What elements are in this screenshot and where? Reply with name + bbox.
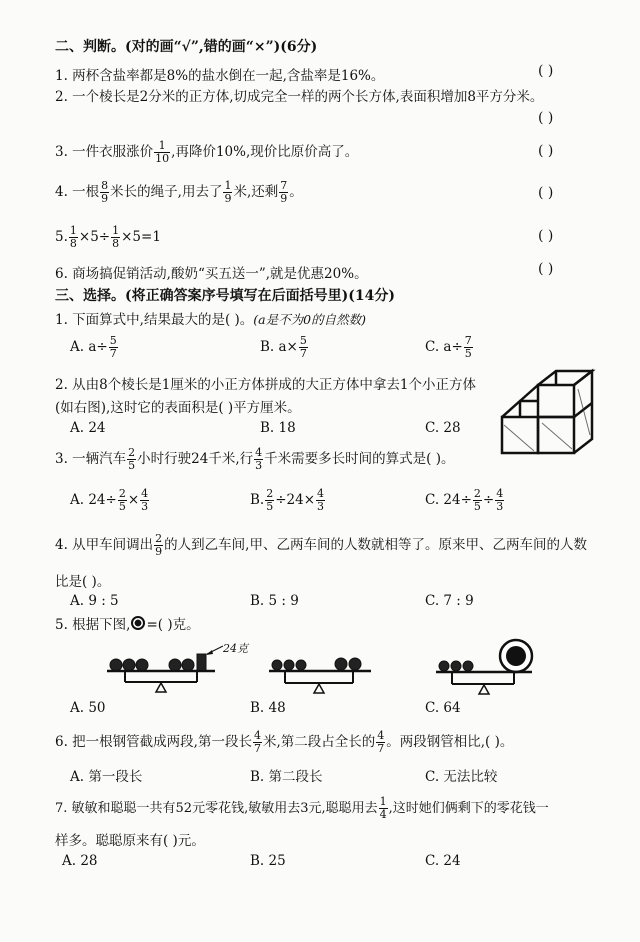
cube-figure <box>498 365 596 460</box>
choice-q2-option-a[interactable]: A. 24 <box>70 420 106 436</box>
choice-q2-option-b[interactable]: B. 18 <box>260 420 296 436</box>
choice-q5-option-c[interactable]: C. 64 <box>425 700 461 716</box>
judge-q3: 3. 一件衣服涨价 $\frac{1}{10}$ ,再降价10%,现价比原价高了。 <box>55 139 359 165</box>
fraction: $\frac{1}{8}$ <box>112 224 120 250</box>
choice-q7-option-c[interactable]: C. 24 <box>425 853 461 869</box>
choice-q1-option-c[interactable]: C. a÷ $\frac{7}{5}$ <box>425 334 472 360</box>
choice-q2-line2: (如右图),这时它的表面积是( )平方厘米。 <box>55 400 301 416</box>
choice-q4-stem: 4. 从甲车间调出 $\frac{2}{9}$ 的人到乙车间,甲、乙两车间的人数就相等了。原来甲、乙两车间的人数 <box>55 532 587 558</box>
ball-icon <box>131 616 145 630</box>
judge-q5-answer[interactable]: ( ) <box>538 228 554 244</box>
choice-q7-option-b[interactable]: B. 25 <box>250 853 286 869</box>
choice-q3-stem: 3. 一辆汽车 $\frac{2}{5}$ 小时行驶24千米,行 $\frac{4}{3}$ 千米需要多长时间的算式是( )。 <box>55 446 455 472</box>
choice-q6-stem: 6. 把一根钢管截成两段,第一段长 $\frac{4}{7}$ 米,第二段占全长的 $\frac{4}{7}$ 。两段钢管相比,( )。 <box>55 729 514 755</box>
fraction: $\frac{7}{9}$ <box>280 179 288 205</box>
section-judge-title: 二、判断。(对的画“√”,错的画“×”)(6分) <box>55 39 318 55</box>
fraction: $\frac{1}{9}$ <box>224 179 232 205</box>
balance-scale-2 <box>265 645 385 697</box>
judge-q2: 2. 一个棱长是2分米的正方体,切成完全一样的两个长方体,表面积增加8平方分米。 <box>55 89 544 105</box>
choice-q3-option-b[interactable]: B. $\frac{2}{5}$ ÷24× $\frac{4}{3}$ <box>250 487 325 513</box>
choice-q2-option-c[interactable]: C. 28 <box>425 420 461 436</box>
choice-q5-option-a[interactable]: A. 50 <box>70 700 106 716</box>
judge-q4: 4. 一根 $\frac{8}{9}$ 米长的绳子,用去了 $\frac{1}{9}$ 米,还剩 $\frac{7}{9}$ 。 <box>55 179 303 205</box>
choice-q6-option-b[interactable]: B. 第二段长 <box>250 769 323 785</box>
choice-q5-stem: 5. 根据下图, =( )克。 <box>55 617 200 633</box>
choice-q1-option-a[interactable]: A. a÷ $\frac{5}{7}$ <box>70 334 117 360</box>
fraction: $\frac{8}{9}$ <box>101 179 109 205</box>
judge-q2-answer[interactable]: ( ) <box>538 110 554 126</box>
judge-q5: 5. $\frac{1}{8}$ ×5÷ $\frac{1}{8}$ ×5=1 <box>55 224 161 250</box>
balance-scale-3 <box>432 636 542 698</box>
judge-q4-answer[interactable]: ( ) <box>538 185 554 201</box>
choice-q4-option-b[interactable]: B. 5 : 9 <box>250 593 299 609</box>
section-choice-title: 三、选择。(将正确答案序号填写在后面括号里)(14分) <box>55 288 395 304</box>
judge-q1-answer[interactable]: ( ) <box>538 63 554 79</box>
judge-q6-answer[interactable]: ( ) <box>538 261 554 277</box>
choice-q1-option-b[interactable]: B. a× $\frac{5}{7}$ <box>260 334 307 360</box>
choice-q2-line1: 2. 从由8个棱长是1厘米的小正方体拼成的大正方体中拿去1个小正方体 <box>55 377 476 393</box>
choice-q5-option-b[interactable]: B. 48 <box>250 700 286 716</box>
fraction: $\frac{1}{8}$ <box>69 224 77 250</box>
choice-q7-option-a[interactable]: A. 28 <box>62 853 98 869</box>
judge-q3-answer[interactable]: ( ) <box>538 143 554 159</box>
choice-q4-option-a[interactable]: A. 9 : 5 <box>70 593 119 609</box>
choice-q4-option-c[interactable]: C. 7 : 9 <box>425 593 474 609</box>
choice-q7-line2: 样多。聪聪原来有( )元。 <box>55 833 205 849</box>
judge-q6: 6. 商场搞促销活动,酸奶“买五送一”,就是优惠20%。 <box>55 266 368 282</box>
choice-q4-line2: 比是( )。 <box>55 574 111 590</box>
choice-q3-option-c[interactable]: C. 24÷ $\frac{2}{5}$ ÷ $\frac{4}{3}$ <box>425 487 504 513</box>
weight-label: 24克 <box>223 642 248 655</box>
fraction: $\frac{1}{10}$ <box>155 139 170 165</box>
choice-q3-option-a[interactable]: A. 24÷ $\frac{2}{5}$ × $\frac{4}{3}$ <box>70 487 149 513</box>
choice-q7-stem: 7. 敏敏和聪聪一共有52元零花钱,敏敏用去3元,聪聪用去 $\frac{1}{4}$ ,这时她们俩剩下的零花钱一 <box>55 795 549 821</box>
judge-q1: 1. 两杯含盐率都是8%的盐水倒在一起,含盐率是16%。 <box>55 68 385 84</box>
choice-q1-stem: 1. 下面算式中,结果最大的是( )。(a是不为0的自然数) <box>55 312 366 328</box>
choice-q6-option-a[interactable]: A. 第一段长 <box>70 769 143 785</box>
choice-q6-option-c[interactable]: C. 无法比较 <box>425 769 498 785</box>
